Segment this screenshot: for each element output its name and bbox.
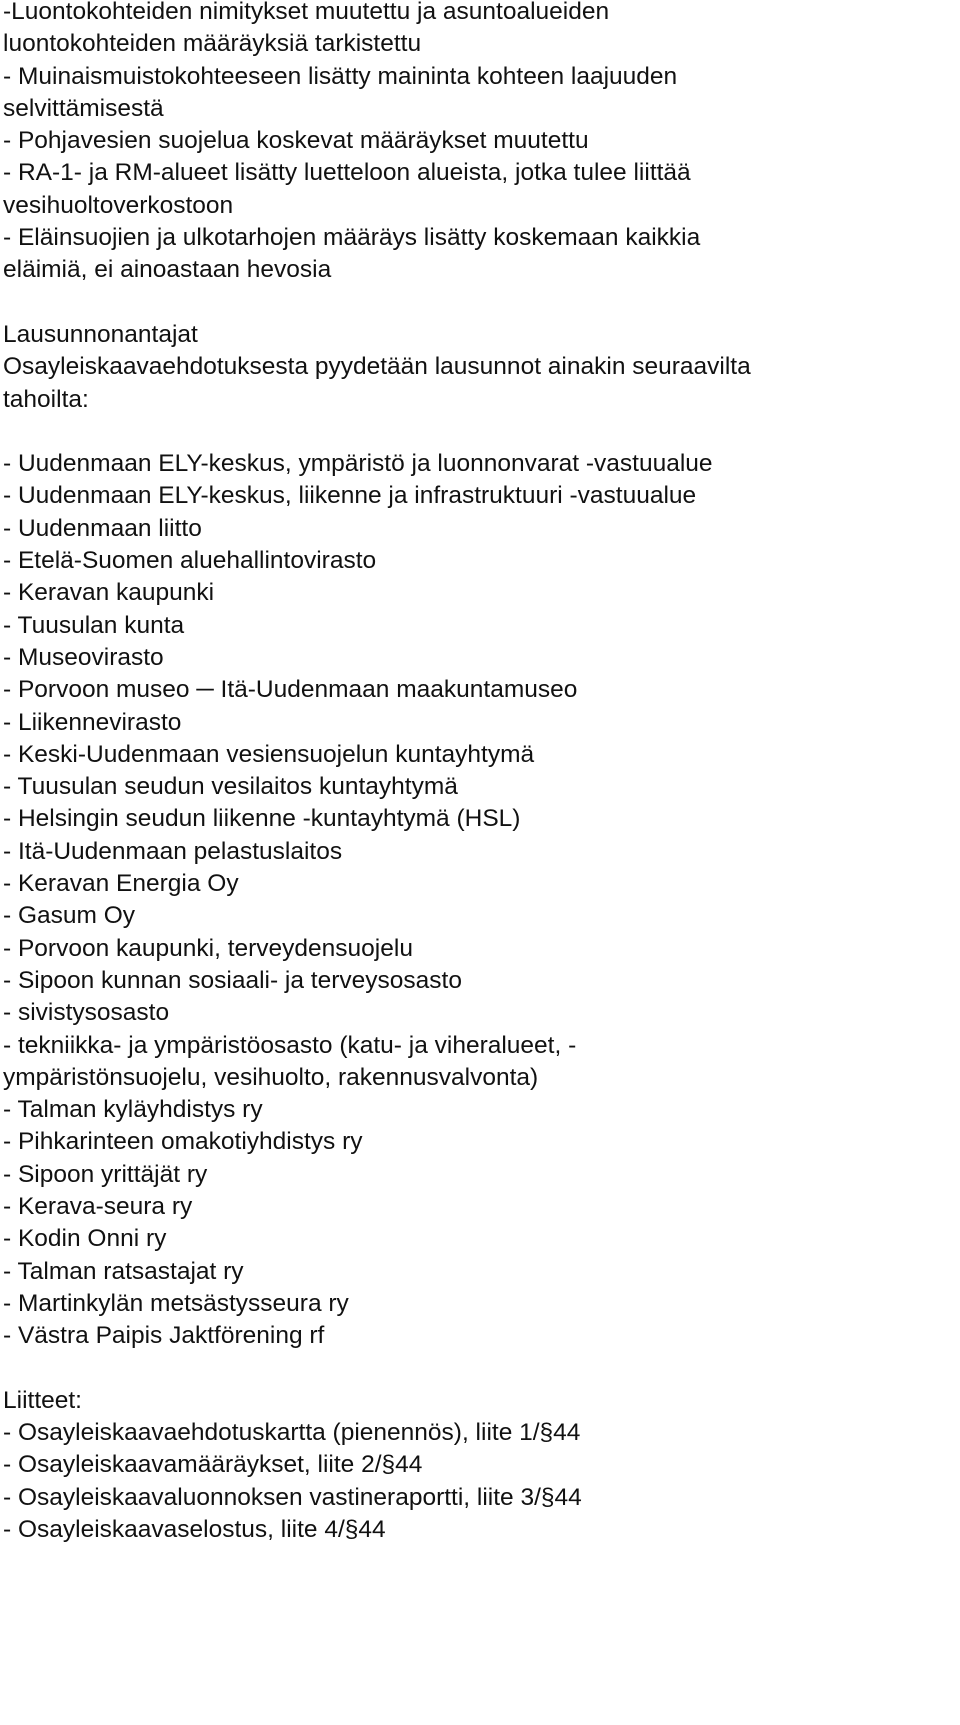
- list-item: ympäristönsuojelu, vesihuolto, rakennusvalvonta): [3, 1063, 539, 1091]
- change-line: - Eläinsuojien ja ulkotarhojen määräys lisätty koskemaan kaikkia: [3, 224, 701, 252]
- list-item: - Helsingin seudun liikenne -kuntayhtymä (HSL): [3, 805, 521, 833]
- change-line: selvittämisestä: [3, 94, 164, 122]
- change-line: -Luontokohteiden nimitykset muutettu ja asuntoalueiden: [3, 0, 610, 25]
- list-item: - Kerava-seura ry: [3, 1192, 193, 1220]
- change-line: eläimiä, ei ainoastaan hevosia: [3, 256, 332, 284]
- change-line: - Muinaismuistokohteeseen lisätty maininta kohteen laajuuden: [3, 62, 678, 90]
- list-item: - Talman ratsastajat ry: [3, 1257, 244, 1285]
- list-item: - Talman kyläyhdistys ry: [3, 1096, 263, 1124]
- list-item: - Sipoon yrittäjät ry: [3, 1160, 208, 1188]
- list-item: - Uudenmaan ELY-keskus, liikenne ja infrastruktuuri -vastuualue: [3, 482, 697, 510]
- statements-heading: Lausunnonantajat: [3, 320, 198, 348]
- change-line: - RA-1- ja RM-alueet lisätty luetteloon alueista, jotka tulee liittää: [3, 159, 691, 187]
- spacer: [3, 416, 953, 448]
- attachments-heading: Liitteet:: [3, 1386, 82, 1414]
- list-item: - Keravan Energia Oy: [3, 870, 239, 898]
- list-item: - Martinkylän metsästysseura ry: [3, 1289, 349, 1317]
- list-item: - Västra Paipis Jaktförening rf: [3, 1322, 325, 1350]
- attachment-item: - Osayleiskaavamääräykset, liite 2/§44: [3, 1451, 423, 1479]
- list-item: - Liikennevirasto: [3, 708, 182, 736]
- change-line: - Pohjavesien suojelua koskevat määräykset muutettu: [3, 127, 589, 155]
- spacer: [3, 1352, 953, 1384]
- list-item: - Porvoon museo ─ Itä-Uudenmaan maakuntamuseo: [3, 676, 578, 704]
- document-page: [3, 0, 953, 1546]
- list-item: - Tuusulan kunta: [3, 611, 185, 639]
- attachment-item: - Osayleiskaavaehdotuskartta (pienennös), liite 1/§44: [3, 1419, 581, 1447]
- list-item: - Keski-Uudenmaan vesiensuojelun kuntayhtymä: [3, 740, 535, 768]
- list-item: - Museovirasto: [3, 643, 164, 671]
- list-item: - Kodin Onni ry: [3, 1225, 167, 1253]
- list-item: - Gasum Oy: [3, 902, 136, 930]
- changes-list: [3, 0, 953, 287]
- attachments-list: [3, 1417, 953, 1546]
- change-line: luontokohteiden määräyksiä tarkistettu: [3, 30, 422, 58]
- list-item: - tekniikka- ja ympäristöosasto (katu- ja viheralueet, -: [3, 1031, 577, 1059]
- list-item: - sivistysosasto: [3, 999, 170, 1027]
- list-item: - Tuusulan seudun vesilaitos kuntayhtymä: [3, 773, 458, 801]
- statements-intro-line: Osayleiskaavaehdotuksesta pyydetään lausunnot ainakin seuraavilta: [3, 353, 751, 381]
- statements-intro-line: tahoilta:: [3, 385, 89, 413]
- list-item: - Itä-Uudenmaan pelastuslaitos: [3, 837, 343, 865]
- attachment-item: - Osayleiskaavaluonnoksen vastineraportti, liite 3/§44: [3, 1483, 582, 1511]
- list-item: - Uudenmaan liitto: [3, 514, 202, 542]
- list-item: - Porvoon kaupunki, terveydensuojelu: [3, 934, 413, 962]
- change-line: vesihuoltoverkostoon: [3, 191, 234, 219]
- attachment-item: - Osayleiskaavaselostus, liite 4/§44: [3, 1515, 386, 1543]
- list-item: - Etelä-Suomen aluehallintovirasto: [3, 547, 377, 575]
- list-item: - Sipoon kunnan sosiaali- ja terveysosasto: [3, 966, 462, 994]
- spacer: [3, 287, 953, 319]
- list-item: - Uudenmaan ELY-keskus, ympäristö ja luonnonvarat -vastuualue: [3, 450, 713, 478]
- list-item: - Pihkarinteen omakotiyhdistys ry: [3, 1128, 363, 1156]
- list-item: - Keravan kaupunki: [3, 579, 215, 607]
- statement-givers-list: [3, 448, 953, 1352]
